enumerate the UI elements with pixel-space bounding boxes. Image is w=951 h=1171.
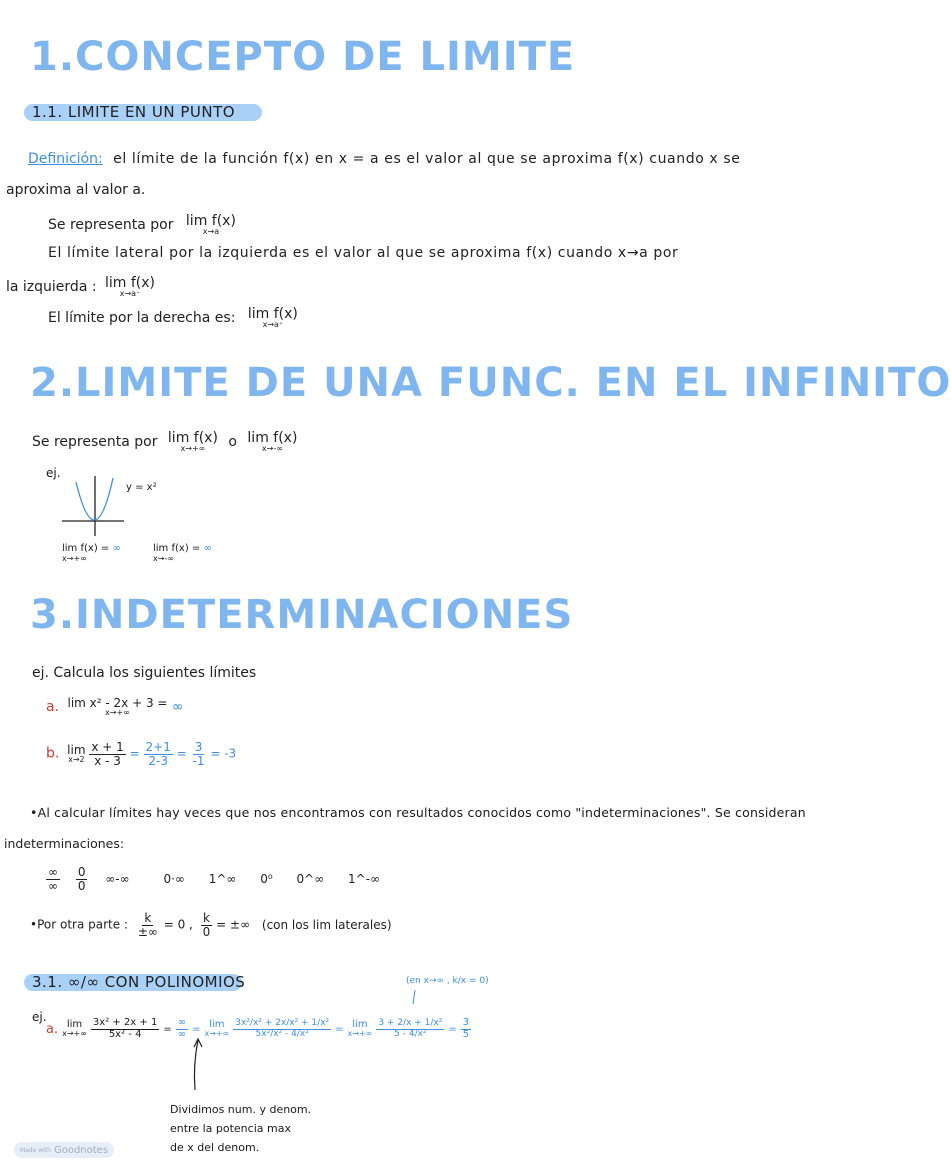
numerator: x + 1 <box>91 740 124 754</box>
limit-expr: lim <box>66 1019 83 1030</box>
numerator: 3 + 2/x + 1/x² <box>378 1018 443 1029</box>
note-line: Dividimos num. y denom. <box>170 1103 312 1116</box>
denominator: ±∞ <box>137 924 158 939</box>
note-line: de x del denom. <box>170 1141 260 1154</box>
equals: = <box>176 746 187 761</box>
subsection-3-1-title: 3.1. ∞/∞ CON POLINOMIOS <box>32 973 246 991</box>
item-label: a. <box>46 699 60 715</box>
numerator: 3x² + 2x + 1 <box>92 1017 158 1028</box>
denominator: 0 <box>202 924 211 939</box>
limit-sub: x→a⁺ <box>262 320 284 329</box>
indeterminate-form: 0·∞ <box>163 871 185 886</box>
note-line: entre la potencia max <box>170 1122 291 1135</box>
exercise-intro: ej. Calcula los siguientes límites <box>32 665 257 681</box>
goodnotes-badge <box>14 1142 114 1158</box>
limit-expr: lim f(x) <box>247 430 298 446</box>
numerator: ∞ <box>48 865 58 879</box>
limit-expr: lim <box>67 743 86 758</box>
indeterminate-form: ∞-∞ <box>105 871 130 886</box>
curve-label: y = x² <box>126 482 157 493</box>
limit-sub: x→+∞ <box>62 1029 87 1038</box>
denominator: ∞ <box>48 878 58 893</box>
denominator: 5x²/x² - 4/x² <box>255 1028 309 1039</box>
definition-text-2: aproxima al valor a. <box>6 182 146 198</box>
numerator: 3 <box>462 1017 470 1028</box>
denominator: 5 - 4/x² <box>394 1028 427 1039</box>
equals: = <box>192 1023 201 1035</box>
denominator: x - 3 <box>94 753 121 768</box>
lateral-text-2: la izquierda : <box>6 279 97 295</box>
lateral-note: (con los lim laterales) <box>261 917 392 932</box>
lateral-text: El límite lateral por la izquierda es el valor al que se aproxima f(x) cuando x→a por <box>48 245 679 261</box>
numerator: ∞ <box>177 1017 187 1028</box>
limit-expr: lim <box>352 1019 368 1030</box>
equals-zero: = 0 , <box>163 917 193 932</box>
limit-sub: x→-∞ <box>261 444 283 453</box>
section-1-title: 1.CONCEPTO DE LIMITE <box>30 34 576 80</box>
otra-parte-text: •Por otra parte : <box>30 917 128 932</box>
brand-text: Goodnotes <box>53 1144 109 1156</box>
limit-sub: x→+∞ <box>62 554 87 563</box>
limit-expr: lim f(x) = <box>153 543 201 554</box>
limit-value: ∞ <box>112 543 121 554</box>
limit-expr: lim f(x) <box>247 306 298 322</box>
limit-sub: x→a⁻ <box>119 289 141 298</box>
section-2-title: 2.LIMITE DE UNA FUNC. EN EL INFINITO <box>30 360 951 406</box>
numerator: k <box>144 911 152 925</box>
indeterminations-text-2: indeterminaciones: <box>4 836 125 851</box>
exercise-a-result: ∞ <box>171 699 184 715</box>
definition-label: Definición: <box>28 151 103 167</box>
limit-value: ∞ <box>203 543 212 554</box>
limit-sub: x→+∞ <box>105 708 130 717</box>
definition-text: el límite de la función f(x) en x = a es el valor al que se aproxima f(x) cuando x se <box>113 151 741 167</box>
limit-expr: lim f(x) <box>185 213 236 229</box>
note-top: (en x→∞ , k/x = 0) <box>406 976 489 986</box>
equals: = <box>335 1023 344 1035</box>
representation-text: Se representa por <box>48 217 174 233</box>
limit-sub: x→-∞ <box>153 554 174 563</box>
item-label: b. <box>46 745 60 762</box>
division-note <box>170 1100 311 1157</box>
limit-sub: x→+∞ <box>204 1029 230 1038</box>
limit-expr: lim f(x) = <box>62 543 110 554</box>
denominator: ∞ <box>177 1028 187 1040</box>
indeterminations-text: •Al calcular límites hay veces que nos encontramos con resultados conocidos como "indeterminaciones". Se consideran <box>30 805 806 820</box>
right-limit-text: El límite por la derecha es: <box>48 310 236 326</box>
made-with-text: Made with <box>19 1146 51 1154</box>
or-text: o <box>228 434 237 450</box>
exercise-b-result: = -3 <box>210 746 237 761</box>
equals: = <box>448 1023 457 1035</box>
numerator: 0 <box>77 865 86 879</box>
limit-sub: x→+∞ <box>347 1029 373 1038</box>
limit-expr: lim f(x) <box>167 430 218 446</box>
limit-sub: x→2 <box>68 755 85 765</box>
denominator: 0 <box>77 878 86 893</box>
limit-sub: x→a <box>202 227 220 236</box>
section-3-title: 3.INDETERMINACIONES <box>30 592 574 638</box>
numerator: k <box>203 911 210 925</box>
equals-inf: = ±∞ <box>216 917 251 932</box>
indeterminate-form: 0⁰ <box>260 871 273 886</box>
example-label: ej. <box>32 1010 47 1024</box>
limit-expr: lim <box>209 1019 225 1030</box>
subsection-1-1-title: 1.1. LIMITE EN UN PUNTO <box>32 103 236 121</box>
denominator: -1 <box>192 753 205 768</box>
denominator: 5 <box>462 1028 470 1040</box>
limit-expr: lim x² - 2x + 3 = <box>67 696 168 710</box>
denominator: 2-3 <box>148 753 168 768</box>
indeterminate-form: 1^∞ <box>208 871 237 886</box>
indeterminate-form: 0^∞ <box>296 871 325 886</box>
numerator: 2+1 <box>145 740 171 754</box>
denominator: 5x² - 4 <box>108 1028 142 1040</box>
equals: = <box>163 1023 172 1035</box>
example-label: ej. <box>46 466 61 480</box>
equals: = <box>129 746 140 761</box>
representation-text: Se representa por <box>32 434 158 450</box>
numerator: 3 <box>194 740 203 754</box>
numerator: 3x²/x² + 2x/x² + 1/x² <box>235 1018 330 1029</box>
item-label: a. <box>46 1021 59 1037</box>
limit-expr: lim f(x) <box>105 275 156 291</box>
indeterminate-form: 1^-∞ <box>348 871 381 886</box>
limit-sub: x→+∞ <box>180 444 206 453</box>
